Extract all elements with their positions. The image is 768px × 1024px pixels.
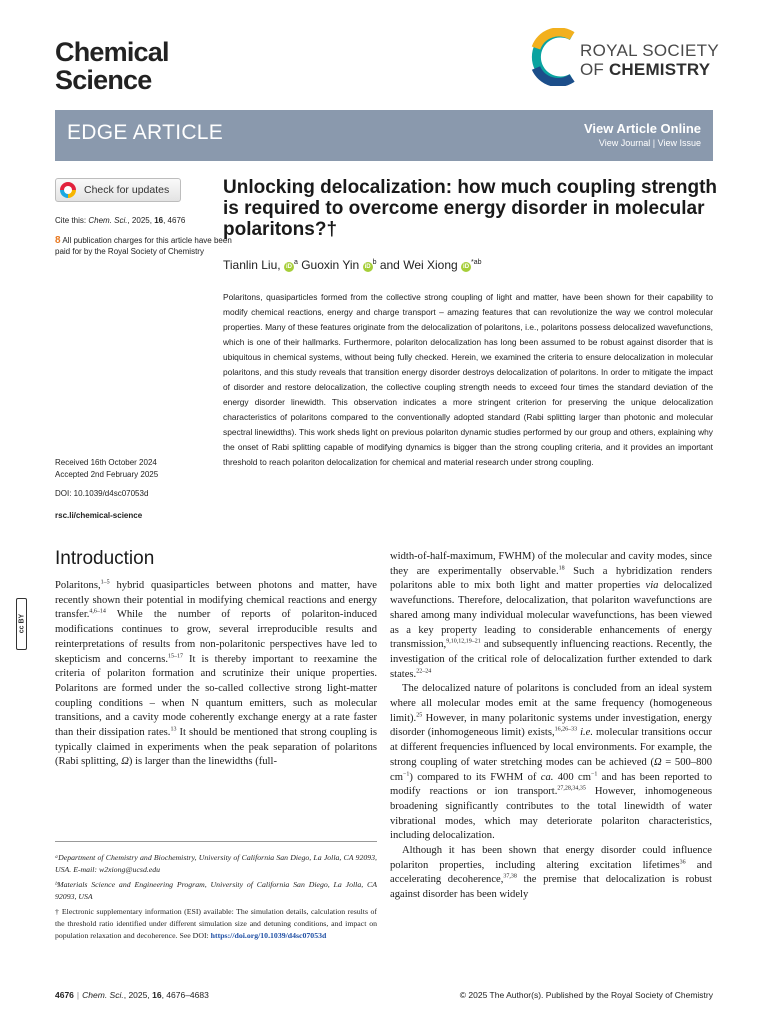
open-access-text: All publication charges for this article have been paid for by the Royal Society of Chemistry (55, 236, 232, 256)
view-journal-link[interactable]: View Journal (598, 138, 651, 148)
accepted-date: Accepted 2nd February 2025 (55, 470, 159, 479)
article-type-banner (55, 110, 713, 161)
author-3-affil: *ab (471, 259, 482, 266)
footnote-esi-text: † Electronic supplementary information (ESI) available: The simulation details, calculation results of the threshold ratio identified under different simulation size and detuning conditions, and impact on population relaxation and decoherence. See DOI: (55, 907, 377, 940)
author-1-affil: a (293, 259, 298, 266)
publisher-of: OF (580, 60, 605, 79)
esi-doi-link[interactable]: https://doi.org/10.1039/d4sc07053d (210, 931, 327, 940)
cite-prefix: Cite this: (55, 216, 87, 225)
section-heading-introduction: Introduction (55, 548, 155, 569)
journal-name-line1: Chemical (55, 37, 169, 67)
footnote-a-text: ᵃDepartment of Chemistry and Biochemistry, University of California San Diego, La Jolla, CA 92093, USA. E-mail: w2xiong@ucsd.edu (55, 853, 377, 874)
article-title: Unlocking delocalization: how much coupling strength is required to overcome energy disorder in molecular polaritons?† (223, 177, 718, 240)
citation (55, 216, 185, 225)
orcid-icon[interactable]: iD (285, 264, 292, 270)
body-paragraph: Polaritons,$^{1-5}$ hybrid quasiparticles between photons and matter, have recently shown their potential in modifying chemical reactions and energy transfer.$^{4,6-14}$ While the number of reports of polariton-induced modifications continues to grow, several irreproducible results and reinterpretations of results from non-polaritonic perspectives have led to skepticism and concerns.$^{15-17}$ It is thereby important to reexamine the criteria of polariton formation and scrutinize their unique properties. Polaritons are formed under the so-called collective strong light-matter coupling conditions – when N quantum emitters, such as molecular transitions, and a cavity mode coherently exchange energy at a rate faster than their dissipation rates.$^{13}$ It should be mentioned that strong coupling is typically claimed in experiments when the peak separation of polaritons (Rabi splitting, Ω) is larger than the linewidths (full- (55, 579, 378, 768)
view-links (599, 138, 701, 148)
short-url-link[interactable]: rsc.li/chemical-science (55, 511, 143, 520)
author-2-affil: b (372, 259, 377, 266)
footnote-affiliation-a (55, 852, 377, 876)
open-access-note (55, 236, 240, 257)
journal-name-line2: Science (55, 65, 152, 95)
footnote-divider (55, 841, 377, 842)
body-left-column (55, 579, 377, 770)
orcid-icon[interactable]: iD (463, 264, 470, 270)
check-for-updates-label: Check for updates (84, 184, 170, 196)
footer-journal: Chem. Sci. (82, 990, 124, 1000)
body-paragraph: Although it has been shown that energy disorder could influence polariton properties, including altering excitation lifetimes$^{36}$ and accelerating decoherence,$^{37,38}$ the premise that delocalization is robust against disorder has been widely (390, 845, 712, 901)
footer-volume: 16 (152, 990, 162, 1000)
body-paragraph: width-of-half-maximum, FWHM) of the molecular and cavity modes, since they are experimentally observable.$^{18}$ Such a hybridization renders polaritons able to mix both light and matter properties via delocalized wavefunctions. Therefore, delocalization, that polariton wavefunctions are shared among many individual molecular wavefunctions, has been viewed as a key property leading to considerable enhancements of energy transmission,$^{9,10,12,19-21}$ and subsequently influencing reactions. Recently, the investigation of the critical role of delocalization further extended to dark states.$^{22-24}$ (390, 551, 712, 680)
publisher-name (580, 42, 719, 79)
publisher-line2 (580, 60, 719, 79)
received-date: Received 16th October 2024 (55, 458, 157, 467)
view-links-separator: | (650, 138, 658, 148)
article-type: EDGE ARTICLE (67, 121, 224, 144)
author-and: and (379, 258, 400, 272)
cite-year: , 2025, (127, 216, 152, 225)
abstract: Polaritons, quasiparticles formed from the collective strong coupling of light and matter, have been shown for their capability to modify chemical reactions, energy and charge transport – amazing features that can revolutionize the way we control molecular properties. Many of these features originate from the delocalization of polaritons, i.e., polaritons possess delocalized wavefunctions, which is one of their hallmarks. Furthermore, polariton delocalization has long been assumed to be robust against disorder that is ubiquitous in chemical systems, without being fully checked. Herein, we examined the criteria to ensure delocalization in molecular polaritons, and this study reveals that transition energy disorder destroys delocalization of polaritons. In order to mitigate the impact of disorder and restore delocalization, the collective coupling strength needs to exceed four times the standard deviation of the energy disorder linewidth. This observation indicates a more stringent criterion for preserving the unique delocalization characteristics of polaritons compared to the conventionally adopted standard (Rabi splitting larger than photonic and molecular spectral linewidths). This work sheds light on previous polariton dynamic studies performed by our group and others, explaining why the onset of Rabi splitting capable of modifying dynamics is bigger than the strong coupling criteria, and it provides an important threshold to reach polariton delocalization for chemical and material research under strong coupling. (223, 292, 713, 467)
author-2: Guoxin Yin (301, 258, 360, 272)
rsc-logo-icon (528, 28, 580, 86)
body-paragraph: The delocalized nature of polaritons is concluded from an ideal system where all molecular modes emit at the same frequency (homogeneous limit).$^{25}$ However, in many polaritonic systems under investigation, energy disorder (inhomogeneous limit) exists,$^{16,26-33}$ i.e. molecular transitions occur at different frequencies influenced by local environments. For example, the strong coupling of water stretching modes can be achieved (Ω = 500–800 $cm^{-1}$) compared to its FWHM of ca. 400 $cm^{-1}$ and has been reported to modify reactions or ion transport.$^{27,28,34,35}$ However, inhomogeneous broadening significantly contributes to the total linewidth of water vibrational modes, which may deteriorate polariton characteristics, including delocalization. (390, 683, 712, 842)
cite-page: , 4676 (163, 216, 186, 225)
page-number: 4676 (55, 990, 74, 1000)
cite-journal: Chem. Sci. (88, 216, 128, 225)
page-footer-left: 4676 | Chem. Sci., 2025, 16, 4676–4683 (55, 990, 209, 1000)
footnote-esi (55, 906, 377, 942)
journal-name (55, 38, 169, 94)
check-for-updates-button[interactable] (55, 178, 181, 202)
dates (55, 457, 158, 481)
publisher-chem: CHEMISTRY (608, 60, 711, 79)
crossmark-icon (60, 182, 76, 198)
open-access-icon: 8 (55, 235, 61, 246)
body-right-column (390, 550, 712, 903)
footnote-b-text: ᵇMaterials Science and Engineering Program, University of California San Diego, La Jolla, CA 92093, USA (55, 880, 377, 901)
footer-pages: , 4676–4683 (161, 990, 209, 1000)
author-1: Tianlin Liu, (223, 258, 281, 272)
doi: DOI: 10.1039/d4sc07053d (55, 489, 149, 498)
orcid-icon[interactable]: iD (364, 264, 371, 270)
cite-volume: 16 (154, 216, 164, 225)
publisher-line1: ROYAL SOCIETY (580, 41, 719, 60)
author-3: Wei Xiong (403, 258, 458, 272)
footnote-affiliation-b (55, 879, 377, 903)
view-issue-link[interactable]: View Issue (657, 138, 701, 148)
cc-by-license-badge[interactable] (16, 598, 27, 650)
footer-year: , 2025, (123, 990, 150, 1000)
cc-by-text: cc BY (18, 613, 26, 634)
copyright: © 2025 The Author(s). Published by the Royal Society of Chemistry (459, 990, 713, 1000)
view-article-online-link[interactable]: View Article Online (583, 121, 701, 136)
author-list (223, 258, 482, 272)
